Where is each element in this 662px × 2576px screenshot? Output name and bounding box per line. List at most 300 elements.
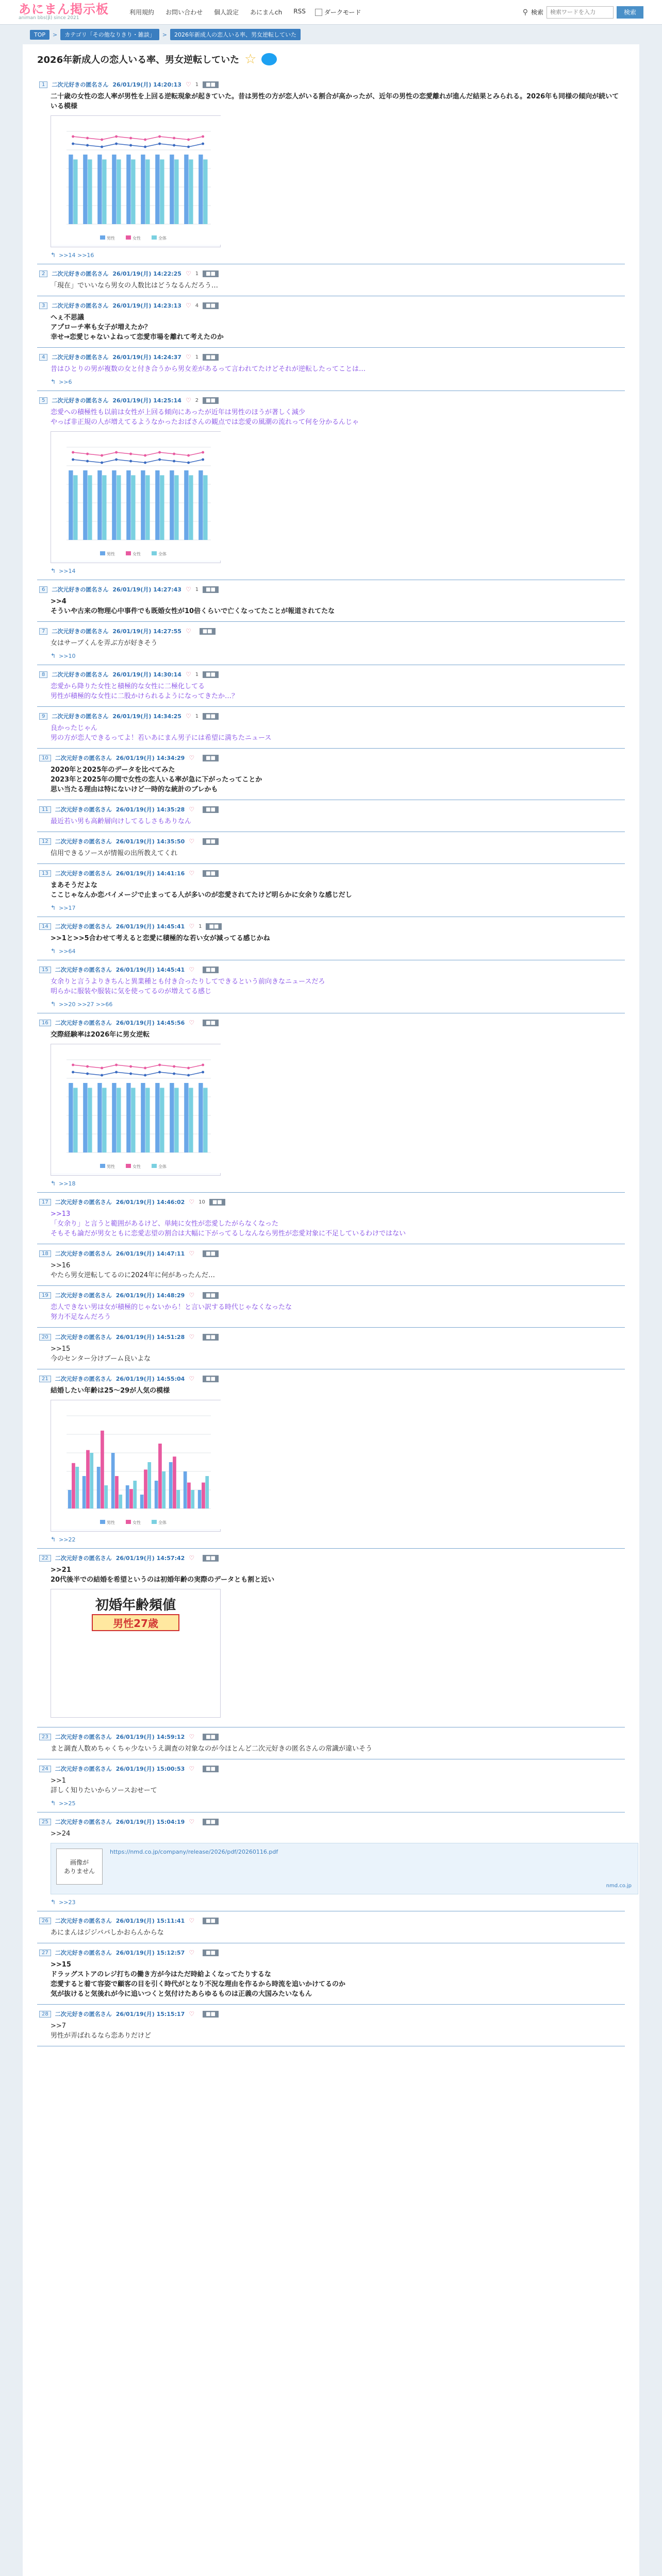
post [37, 665, 625, 707]
dark-mode-toggle[interactable] [315, 8, 361, 16]
report-button[interactable]: ■■ [200, 628, 216, 635]
dark-mode-label: ダークモード [324, 9, 361, 16]
post-number[interactable]: 20 [39, 1334, 51, 1341]
post-number[interactable]: 27 [39, 1950, 51, 1956]
post-body: 2020年と2025年のデータを比べてみた 2023年と2025年の間で女性の恋人いる率が急に下がったってことか 思い当たる理由は特にないけど一時的な統計のブレかも [51, 766, 262, 793]
post-number[interactable]: 28 [39, 2011, 51, 2018]
legend-swatch [152, 1520, 157, 1524]
post [37, 800, 625, 832]
like-count: 1 [195, 586, 199, 592]
heart-icon[interactable]: ♡ [185, 397, 191, 404]
post-date: 26/01/19(月) 14:27:43 [112, 586, 181, 593]
legend-label: 男性 [107, 552, 115, 556]
post-date: 26/01/19(月) 14:34:29 [115, 755, 185, 761]
heart-icon[interactable]: ♡ [185, 586, 191, 593]
post-number[interactable]: 1 [39, 81, 47, 88]
post-number[interactable]: 17 [39, 1199, 51, 1206]
post [37, 1193, 625, 1244]
reply-links [37, 1180, 625, 1187]
post-number[interactable]: 25 [39, 1819, 51, 1825]
bar-mark [155, 1481, 158, 1509]
chart-chart5 [51, 432, 221, 561]
site-header [0, 0, 662, 25]
page-title: 2026年新成人の恋人いる率、男女逆転していた [37, 55, 240, 65]
bar-mark [97, 1083, 102, 1153]
report-button[interactable]: ■■ [203, 1292, 219, 1299]
thread-title-row [37, 53, 625, 66]
post-number[interactable]: 8 [39, 671, 47, 678]
bar-mark [75, 1467, 79, 1509]
chart-image[interactable] [51, 115, 221, 247]
breadcrumb-top[interactable]: TOP [30, 30, 49, 40]
bar-mark [184, 1083, 188, 1153]
reply-anchor[interactable]: >>14 [59, 567, 76, 574]
report-button[interactable]: ■■ [203, 713, 219, 720]
poster-name: 二次元好きの匿名さん [55, 870, 112, 877]
post-header [37, 965, 625, 974]
post-body: まあそうだよな ここじゃなんか恋バイメージで止まってる人が多いのが恋愛されてたけど明らかに女余りな感じだし [51, 882, 352, 899]
reply-anchor[interactable]: >>25 [59, 1800, 76, 1807]
post-body: 恋愛への積極性も以前は女性が上回る傾向にあったが近年は男性のほうが著しく減少 やっぱ非正規の人が増えてるようなかったおばさんの観点では恋愛の風潮の流れって何を分かるんじゃ [51, 409, 359, 426]
like-count: 1 [198, 923, 202, 929]
post-number[interactable]: 22 [39, 1555, 51, 1562]
post-number[interactable]: 4 [39, 354, 47, 361]
post-date: 26/01/19(月) 15:04:19 [115, 1819, 185, 1825]
bar-mark [198, 470, 203, 540]
bar-mark [191, 1490, 194, 1509]
post-number[interactable]: 14 [39, 923, 51, 930]
poster-name: 二次元好きの匿名さん [55, 923, 112, 930]
legend-swatch [100, 1164, 105, 1168]
heart-icon[interactable]: ♡ [185, 671, 191, 678]
post-date: 26/01/19(月) 15:12:57 [115, 1950, 185, 1956]
post-header [37, 2010, 625, 2018]
post-number[interactable]: 10 [39, 755, 51, 761]
heart-icon[interactable]: ♡ [189, 870, 195, 877]
logo-text: あにまん掲示板 [19, 2, 109, 16]
post [37, 832, 625, 864]
post-date: 26/01/19(月) 15:00:53 [115, 1766, 185, 1772]
bar-mark [184, 155, 188, 224]
post-header [37, 1198, 625, 1206]
bar-mark [69, 155, 73, 224]
search-input[interactable] [547, 6, 614, 19]
post-number[interactable]: 12 [39, 838, 51, 845]
post [37, 264, 625, 296]
post-header [37, 1818, 625, 1826]
bar-mark [144, 1469, 147, 1509]
breadcrumb-category[interactable]: カテゴリ「その他なりきり・雑談」 [60, 29, 159, 40]
report-button[interactable]: ■■ [203, 1376, 219, 1382]
heart-icon[interactable]: ♡ [189, 1917, 195, 1924]
poster-name: 二次元好きの匿名さん [52, 713, 109, 720]
post-header [37, 837, 625, 845]
report-button[interactable]: ■■ [209, 1199, 225, 1206]
legend-swatch [100, 551, 105, 555]
bar-mark [131, 475, 135, 540]
chart-image[interactable] [51, 431, 221, 563]
post-date: 26/01/19(月) 15:11:41 [115, 1918, 185, 1924]
post-header [37, 1554, 625, 1562]
report-button[interactable]: ■■ [203, 806, 219, 813]
bar-mark [129, 1489, 133, 1509]
bar-mark [141, 470, 145, 540]
post-header [37, 1375, 625, 1383]
reply-icon: ↰ [51, 652, 56, 659]
poster-name: 二次元好きの匿名さん [55, 1199, 112, 1206]
post-date: 26/01/19(月) 14:47:11 [115, 1250, 185, 1257]
post-header [37, 922, 625, 930]
report-button[interactable]: ■■ [203, 586, 219, 593]
post-date: 26/01/19(月) 14:57:42 [115, 1555, 185, 1562]
heart-icon[interactable]: ♡ [189, 838, 195, 845]
bar-mark [111, 1453, 115, 1509]
bar-mark [83, 155, 87, 224]
heart-icon[interactable]: ♡ [189, 923, 195, 930]
bar-mark [160, 475, 164, 540]
bar-mark [115, 1476, 119, 1509]
legend-label: 全体 [158, 1164, 167, 1169]
breadcrumb [0, 25, 662, 44]
post-body: 女はサーブくんを弄ぶ方が好きそう [51, 639, 158, 647]
poster-name: 二次元好きの匿名さん [55, 1950, 112, 1956]
legend-swatch [100, 235, 105, 240]
bar-mark [155, 155, 159, 224]
nav-animanch[interactable]: あにまんch [250, 9, 283, 16]
heart-icon[interactable]: ♡ [189, 1292, 195, 1299]
bar-mark [169, 1462, 173, 1509]
bar-mark [101, 1431, 104, 1509]
bar-mark [187, 1483, 191, 1509]
post-date: 26/01/19(月) 15:15:17 [115, 2011, 185, 2018]
post-number[interactable]: 16 [39, 1020, 51, 1026]
bar-mark [205, 1476, 209, 1509]
breadcrumb-thread[interactable]: 2026年新成人の恋人いる率、男女逆転していた [170, 29, 301, 40]
heart-icon[interactable]: ♡ [185, 270, 191, 277]
bar-mark [184, 470, 188, 540]
poster-name: 二次元好きの匿名さん [55, 1334, 112, 1341]
post [37, 580, 625, 622]
post [37, 296, 625, 348]
post-date: 26/01/19(月) 14:25:14 [112, 397, 181, 404]
report-button[interactable]: ■■ [203, 1819, 219, 1825]
poster-name: 二次元好きの匿名さん [52, 354, 109, 361]
reply-icon: ↰ [51, 904, 56, 911]
post [37, 1328, 625, 1369]
bar-mark [176, 1490, 180, 1509]
post-date: 26/01/19(月) 14:46:02 [115, 1199, 185, 1206]
search-button[interactable]: 検索 [617, 6, 643, 19]
bar-mark [83, 470, 87, 540]
post-body: >>21 20代後半での結婚を希望というのは初婚年齢の実際のデータとも割と近い [51, 1566, 275, 1584]
post-date: 26/01/19(月) 14:59:12 [115, 1734, 185, 1740]
poster-name: 二次元好きの匿名さん [55, 755, 112, 761]
post-number[interactable]: 2 [39, 270, 47, 277]
report-button[interactable]: ■■ [203, 1734, 219, 1740]
poster-name: 二次元好きの匿名さん [52, 586, 109, 593]
post-header [37, 1019, 625, 1027]
heart-icon[interactable]: ♡ [189, 1949, 195, 1956]
post [37, 1549, 625, 1727]
report-button[interactable]: ■■ [203, 2011, 219, 2018]
post-header [37, 1917, 625, 1925]
report-button[interactable]: ■■ [203, 755, 219, 761]
post-body: >>13 「女余り」と言うと範囲があるけど、単純に女性が恋愛したがらなくなった そもそも論だが男女ともに恋愛志望の割合は大幅に下がってるしなんなら男性が恋愛対象に不足しているわけではない [51, 1210, 406, 1238]
nav-contact[interactable]: お問い合わせ [166, 9, 203, 16]
report-button[interactable]: ■■ [203, 1250, 219, 1257]
poster-name: 二次元好きの匿名さん [55, 1819, 112, 1825]
legend-label: 女性 [133, 1520, 141, 1525]
bar-mark [97, 470, 102, 540]
heart-icon[interactable]: ♡ [189, 2010, 195, 2018]
report-button[interactable]: ■■ [203, 1918, 219, 1924]
reply-anchor[interactable]: >>14 >>16 [59, 251, 94, 259]
post-number[interactable]: 19 [39, 1292, 51, 1299]
bar-mark [133, 1481, 137, 1509]
post-number[interactable]: 3 [39, 302, 47, 309]
post-date: 26/01/19(月) 14:55:04 [115, 1376, 185, 1382]
nav-terms[interactable]: 利用規約 [129, 9, 155, 16]
poster-name: 二次元好きの匿名さん [55, 1918, 112, 1924]
bar-mark [202, 1483, 205, 1509]
post-header [37, 670, 625, 679]
post-body: >>4 そういや古来の物理心中事件でも既婚女性が10倍くらいで亡くなってたことが報道されてたな [51, 598, 335, 615]
heart-icon[interactable]: ♡ [189, 1198, 195, 1206]
poster-name: 二次元好きの匿名さん [52, 81, 109, 88]
report-button[interactable]: ■■ [203, 1334, 219, 1341]
heart-icon[interactable]: ♡ [189, 754, 195, 761]
heart-icon[interactable]: ♡ [185, 81, 191, 88]
reply-icon: ↰ [51, 1536, 56, 1543]
bar-mark [117, 159, 121, 224]
post-body: >>16 やたら男女逆転してるのに2024年に何があったんだ… [51, 1262, 215, 1279]
twitter-icon[interactable] [261, 53, 277, 65]
post-date: 26/01/19(月) 14:20:13 [112, 81, 181, 88]
heart-icon[interactable]: ♡ [185, 628, 191, 635]
bar-mark [83, 1083, 87, 1153]
attached-image[interactable] [51, 1589, 221, 1718]
site-logo[interactable] [19, 3, 109, 21]
poster-name: 二次元好きの匿名さん [55, 1376, 112, 1382]
bar-mark [131, 159, 135, 224]
post-body: 結婚したい年齢は25〜29が人気の模様 [51, 1387, 170, 1395]
post-body: >>24 [51, 1830, 71, 1838]
bar-mark [174, 475, 178, 540]
bar-mark [112, 155, 116, 224]
post-date: 26/01/19(月) 14:51:28 [115, 1334, 185, 1341]
poster-name: 二次元好きの匿名さん [52, 397, 109, 404]
link-url[interactable]: https://nmd.co.jp/company/release/2026/pdf/20260116.pdf [110, 1849, 278, 1855]
post-date: 26/01/19(月) 14:45:41 [115, 967, 185, 973]
heart-icon[interactable]: ♡ [185, 302, 191, 309]
post-number[interactable]: 7 [39, 628, 47, 635]
report-button[interactable]: ■■ [203, 354, 219, 361]
post-date: 26/01/19(月) 14:41:16 [115, 870, 185, 877]
reply-anchor[interactable]: >>22 [59, 1536, 76, 1543]
like-count: 1 [195, 81, 199, 88]
legend-swatch [100, 1520, 105, 1524]
reply-icon: ↰ [51, 378, 56, 385]
report-button[interactable]: ■■ [203, 302, 219, 309]
post-number[interactable]: 5 [39, 397, 47, 404]
post-list [37, 75, 632, 2046]
report-button[interactable]: ■■ [203, 270, 219, 277]
heart-icon[interactable]: ♡ [189, 1554, 195, 1562]
bar-mark [102, 159, 106, 224]
heart-icon[interactable]: ♡ [189, 1818, 195, 1825]
bar-mark [189, 475, 193, 540]
report-button[interactable]: ■■ [206, 923, 222, 930]
bar-mark [72, 1463, 75, 1509]
post-header [37, 585, 625, 594]
legend-label: 全体 [158, 236, 167, 241]
post-header [37, 869, 625, 877]
heart-icon[interactable]: ♡ [189, 1733, 195, 1740]
bar-mark [73, 475, 77, 540]
post-number[interactable]: 21 [39, 1376, 51, 1382]
heart-icon[interactable]: ♡ [189, 806, 195, 813]
post-date: 26/01/19(月) 14:23:13 [112, 302, 181, 309]
post [37, 917, 625, 960]
star-icon[interactable]: ☆ [244, 52, 257, 67]
reply-anchor[interactable]: >>6 [59, 378, 72, 385]
post [37, 960, 625, 1013]
breadcrumb-separator: > [53, 31, 58, 38]
poster-name: 二次元好きの匿名さん [52, 302, 109, 309]
reply-anchor[interactable]: >>20 >>27 >>66 [59, 1001, 113, 1008]
bar-mark [198, 155, 203, 224]
bar-mark [104, 1485, 108, 1509]
legend-label: 女性 [133, 1164, 141, 1169]
poster-name: 二次元好きの匿名さん [55, 1020, 112, 1026]
chart-image[interactable] [51, 1044, 221, 1176]
reply-icon: ↰ [51, 1180, 56, 1187]
heart-icon[interactable]: ♡ [189, 1019, 195, 1026]
post-body: 信用できるソースが情報の出所教えてくれ [51, 850, 178, 857]
post-body: 最近若い男も高齢層向けしてるしさもありなん [51, 818, 192, 825]
like-count: 4 [195, 302, 199, 309]
report-button[interactable]: ■■ [203, 397, 219, 404]
post [37, 1911, 625, 1943]
reply-anchor[interactable]: >>10 [59, 652, 76, 659]
bar-mark [184, 1471, 187, 1509]
post-number[interactable]: 13 [39, 870, 51, 877]
reply-links [37, 1800, 625, 1807]
heart-icon[interactable]: ♡ [185, 713, 191, 720]
heart-icon[interactable]: ♡ [189, 1375, 195, 1382]
post-number[interactable]: 24 [39, 1766, 51, 1772]
link-card[interactable] [51, 1843, 638, 1894]
heart-icon[interactable]: ♡ [189, 1250, 195, 1257]
bar-mark [73, 1088, 77, 1153]
reply-anchor[interactable]: >>17 [59, 904, 76, 911]
chart-image[interactable] [51, 1400, 221, 1532]
poster-name: 二次元好きの匿名さん [55, 1292, 112, 1299]
post-number[interactable]: 26 [39, 1918, 51, 1924]
legend-label: 男性 [107, 1164, 115, 1169]
thread-container [23, 44, 639, 2576]
bar-mark [145, 475, 150, 540]
report-button[interactable]: ■■ [203, 838, 219, 845]
report-button[interactable]: ■■ [203, 81, 219, 88]
reply-links [37, 1001, 625, 1008]
post-number[interactable]: 15 [39, 967, 51, 973]
no-image-placeholder: 画像が ありません [56, 1849, 103, 1885]
post-number[interactable]: 6 [39, 586, 47, 593]
legend-swatch [126, 235, 131, 240]
reply-anchor[interactable]: >>64 [59, 947, 76, 955]
post-header [37, 805, 625, 814]
bar-mark [102, 1088, 106, 1153]
bar-mark [102, 475, 106, 540]
bar-mark [189, 159, 193, 224]
reply-links [37, 652, 625, 659]
heart-icon[interactable]: ♡ [185, 353, 191, 361]
bar-mark [203, 475, 207, 540]
bar-mark [126, 1485, 129, 1509]
post-header [37, 1948, 625, 1957]
post-number[interactable]: 18 [39, 1250, 51, 1257]
bar-mark [82, 1476, 86, 1509]
bar-mark [145, 1088, 150, 1153]
post-header [37, 353, 625, 361]
report-button[interactable]: ■■ [203, 671, 219, 678]
post-number[interactable]: 11 [39, 806, 51, 813]
nav-rss[interactable]: RSS [293, 8, 306, 15]
dark-mode-checkbox[interactable] [315, 9, 322, 16]
reply-anchor[interactable]: >>18 [59, 1180, 76, 1187]
post-body: あにまんはジジババしかおらんからな [51, 1929, 164, 1937]
heart-icon[interactable]: ♡ [189, 966, 195, 973]
heart-icon[interactable]: ♡ [189, 1333, 195, 1341]
bar-mark [141, 155, 145, 224]
reply-links [37, 904, 625, 911]
reply-anchor[interactable]: >>23 [59, 1899, 76, 1906]
bar-mark [97, 1467, 101, 1509]
report-button[interactable]: ■■ [203, 1020, 219, 1026]
bar-mark [88, 1088, 92, 1153]
bar-mark [117, 1088, 121, 1153]
heart-icon[interactable]: ♡ [189, 1765, 195, 1772]
bar-mark [147, 1462, 151, 1509]
bar-mark [160, 1088, 164, 1153]
post [37, 391, 625, 580]
bar-mark [140, 1495, 144, 1509]
report-button[interactable]: ■■ [203, 967, 219, 973]
bar-mark [173, 1456, 176, 1509]
bar-mark [86, 1450, 90, 1509]
post-body: >>1 詳しく知りたいからソースおせーて [51, 1777, 157, 1794]
logo-subtext: animan bbs(β) since 2021 [19, 15, 79, 21]
post-date: 26/01/19(月) 14:45:56 [115, 1020, 185, 1026]
report-button[interactable]: ■■ [203, 1950, 219, 1956]
post-body: 恋人できない男は女が積極的じゃないから！と言い訳する時代じゃなくなったな 努力不足なんだろう [51, 1303, 292, 1321]
bar-mark [90, 1453, 93, 1509]
bar-mark [68, 1490, 72, 1509]
report-button[interactable]: ■■ [203, 870, 219, 877]
post-number[interactable]: 9 [39, 713, 47, 720]
poster-name: 二次元好きの匿名さん [55, 838, 112, 845]
post-number[interactable]: 23 [39, 1734, 51, 1740]
poster-name: 二次元好きの匿名さん [55, 1734, 112, 1740]
nav-settings[interactable]: 個人設定 [214, 9, 239, 16]
report-button[interactable]: ■■ [203, 1766, 219, 1772]
report-button[interactable]: ■■ [203, 1555, 219, 1562]
post [37, 1727, 625, 1759]
post [37, 1943, 625, 2005]
legend-swatch [152, 551, 157, 555]
post-body: 良かったじゃん 男の方が恋人できるってよ！若いあにまん男子には希望に満ちたニュース [51, 724, 272, 742]
